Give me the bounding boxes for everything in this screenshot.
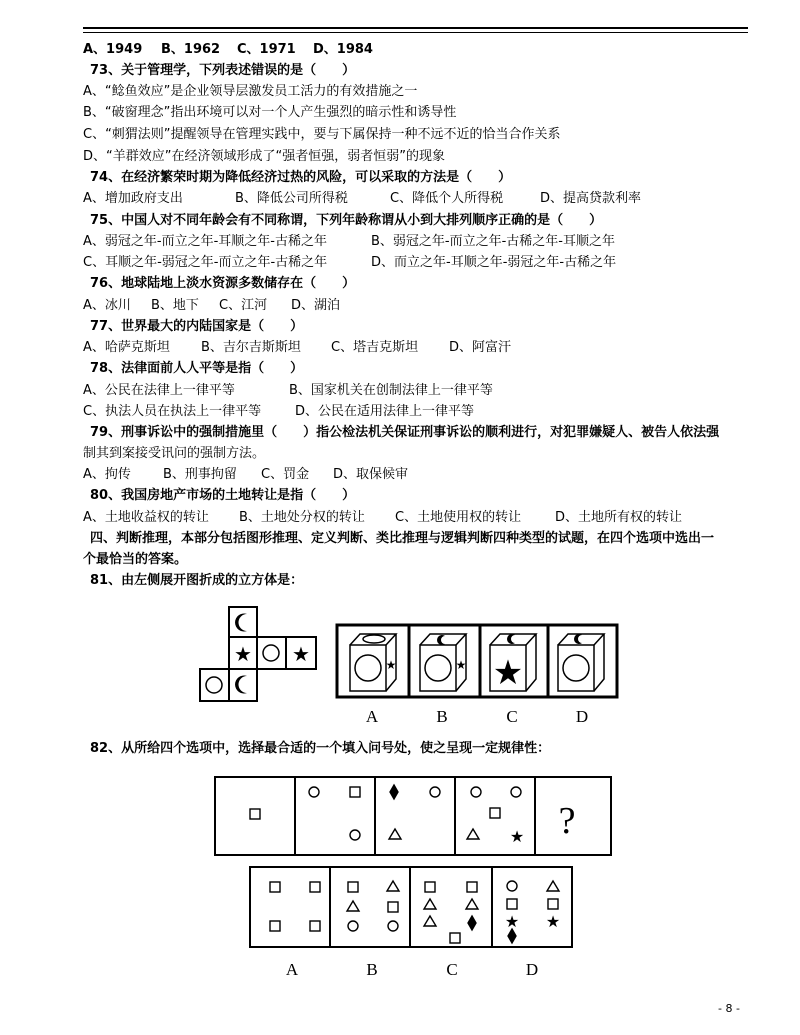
q74-stem: 74、在经济繁荣时期为降低经济过热的风险，可以采取的方法是（ ） (90, 170, 512, 185)
q81-label-d: D (575, 707, 589, 725)
q82-label-b: B (366, 960, 378, 979)
q73-option-b: B、“破窗理念”指出环境可以对一个人产生强烈的暗示性和诱导性 (83, 105, 457, 120)
q73-option-d: D、“羊群效应”在经济领域形成了“强者恒强，弱者恒弱”的现象 (83, 149, 445, 164)
triangle-icon (389, 829, 401, 839)
circle-icon (511, 787, 521, 797)
moon-icon (235, 614, 247, 632)
q80-stem: 80、我国房地产市场的土地转让是指（ ） (90, 488, 356, 503)
q78-stem: 78、法律面前人人平等是指（ ） (90, 361, 304, 376)
circle-icon (350, 830, 360, 840)
q73-option-c: C、“刺猬法则”提醒领导在管理实践中，要与下属保持一种不远不近的恰当合作关系 (83, 127, 561, 142)
header-rule (83, 27, 748, 29)
square-icon (350, 787, 360, 797)
q76-stem: 76、地球陆地上淡水资源多数储存在（ ） (90, 276, 356, 291)
square-icon (250, 809, 260, 819)
q79-options: A、拘传 B、刑事拘留 C、罚金 D、取保候审 (83, 467, 409, 482)
circle-icon (206, 677, 222, 693)
q78-options-cd: C、执法人员在执法上一律平等 D、公民在适用法律上一律平等 (83, 404, 475, 419)
q79-stem-cont: 制其到案接受讯问的强制方法。 (83, 446, 266, 461)
q81-option-a-cube (350, 634, 396, 691)
q82-stem: 82、从所给四个选项中，选择最合适的一个填入问号处，使之呈现一定规律性： (90, 741, 551, 756)
q73-stem: 73、关于管理学，下列表述错误的是（ ） (90, 63, 356, 78)
circle-icon (309, 787, 319, 797)
q81-option-c-cube (490, 634, 536, 692)
star-icon: ★ (234, 644, 252, 666)
q82-sequence-frame (215, 777, 611, 855)
star-icon: ★ (292, 644, 310, 666)
q75-options-ab: A、弱冠之年-而立之年-耳顺之年-古稀之年 B、弱冠之年-而立之年-古稀之年-耳顺之年 (83, 234, 615, 249)
square-icon (490, 808, 500, 818)
section-4-heading: 四、判断推理，本部分包括图形推理、定义判断、类比推理与逻辑判断四种类型的试题，在四个选项中选出一 (90, 531, 715, 546)
triangle-icon (467, 829, 479, 839)
circle-icon (430, 787, 440, 797)
svg-text:★: ★ (455, 658, 467, 672)
q82-figure (210, 775, 620, 985)
q82-label-d: D (525, 960, 539, 979)
q76-options: A、冰川 B、地下 C、江河 D、湖泊 (83, 298, 341, 313)
q75-options-cd: C、耳顺之年-弱冠之年-而立之年-古稀之年 D、而立之年-耳顺之年-弱冠之年-古稀之年 (83, 255, 617, 270)
q80-options: A、土地收益权的转让 B、土地处分权的转让 C、土地使用权的转让 D、土地所有权的转让 (83, 510, 683, 525)
question-mark: ? (558, 800, 576, 842)
q74-options: A、增加政府支出 B、降低公司所得税 C、降低个人所得税 D、提高贷款利率 (83, 191, 642, 206)
q82-option-a (270, 882, 320, 931)
q81-label-b: B (436, 707, 448, 725)
q81-label-c: C (506, 707, 518, 725)
q75-stem: 75、中国人对不同年龄会有不同称谓，下列年龄称谓从小到大排列顺序正确的是（ ） (90, 213, 603, 228)
q72-options: A、1949 B、1962 C、1971 D、1984 (83, 42, 373, 57)
q79-stem: 79、刑事诉讼中的强制措施里（ ）指公检法机关保证刑事诉讼的顺利进行，对犯罪嫌疑人、被告人依法强 (90, 425, 720, 440)
star-icon: ★ (509, 829, 525, 846)
diamond-icon (390, 785, 398, 799)
q81-label-a: A (365, 707, 379, 725)
q82-option-c (424, 882, 478, 943)
circle-icon (263, 645, 279, 661)
svg-text:★: ★ (385, 658, 397, 672)
q78-options-ab: A、公民在法律上一律平等 B、国家机关在创制法律上一律平等 (83, 383, 493, 398)
circle-icon (471, 787, 481, 797)
q82-option-b (347, 881, 399, 931)
q81-option-b-cube (420, 634, 466, 691)
q77-stem: 77、世界最大的内陆国家是（ ） (90, 319, 304, 334)
q81-option-d-cube (558, 634, 604, 691)
moon-icon (235, 676, 247, 694)
q81-figure (190, 605, 630, 725)
star-icon: ★ (545, 914, 561, 931)
star-icon: ★ (504, 914, 520, 931)
q82-options-frame (250, 867, 572, 947)
header-rule-thin (83, 32, 748, 33)
page-number: - 8 - (718, 1002, 740, 1015)
svg-text:★: ★ (492, 655, 524, 692)
q82-option-d (504, 881, 559, 943)
q82-label-c: C (446, 960, 458, 979)
q73-option-a: A、“鲶鱼效应”是企业领导层激发员工活力的有效措施之一 (83, 84, 418, 99)
q77-options: A、哈萨克斯坦 B、吉尔吉斯斯坦 C、塔吉克斯坦 D、阿富汗 (83, 340, 512, 355)
q82-label-a: A (285, 960, 299, 979)
section-4-heading-cont: 个最恰当的答案。 (83, 552, 188, 567)
q81-stem: 81、由左侧展开图折成的立方体是： (90, 573, 304, 588)
